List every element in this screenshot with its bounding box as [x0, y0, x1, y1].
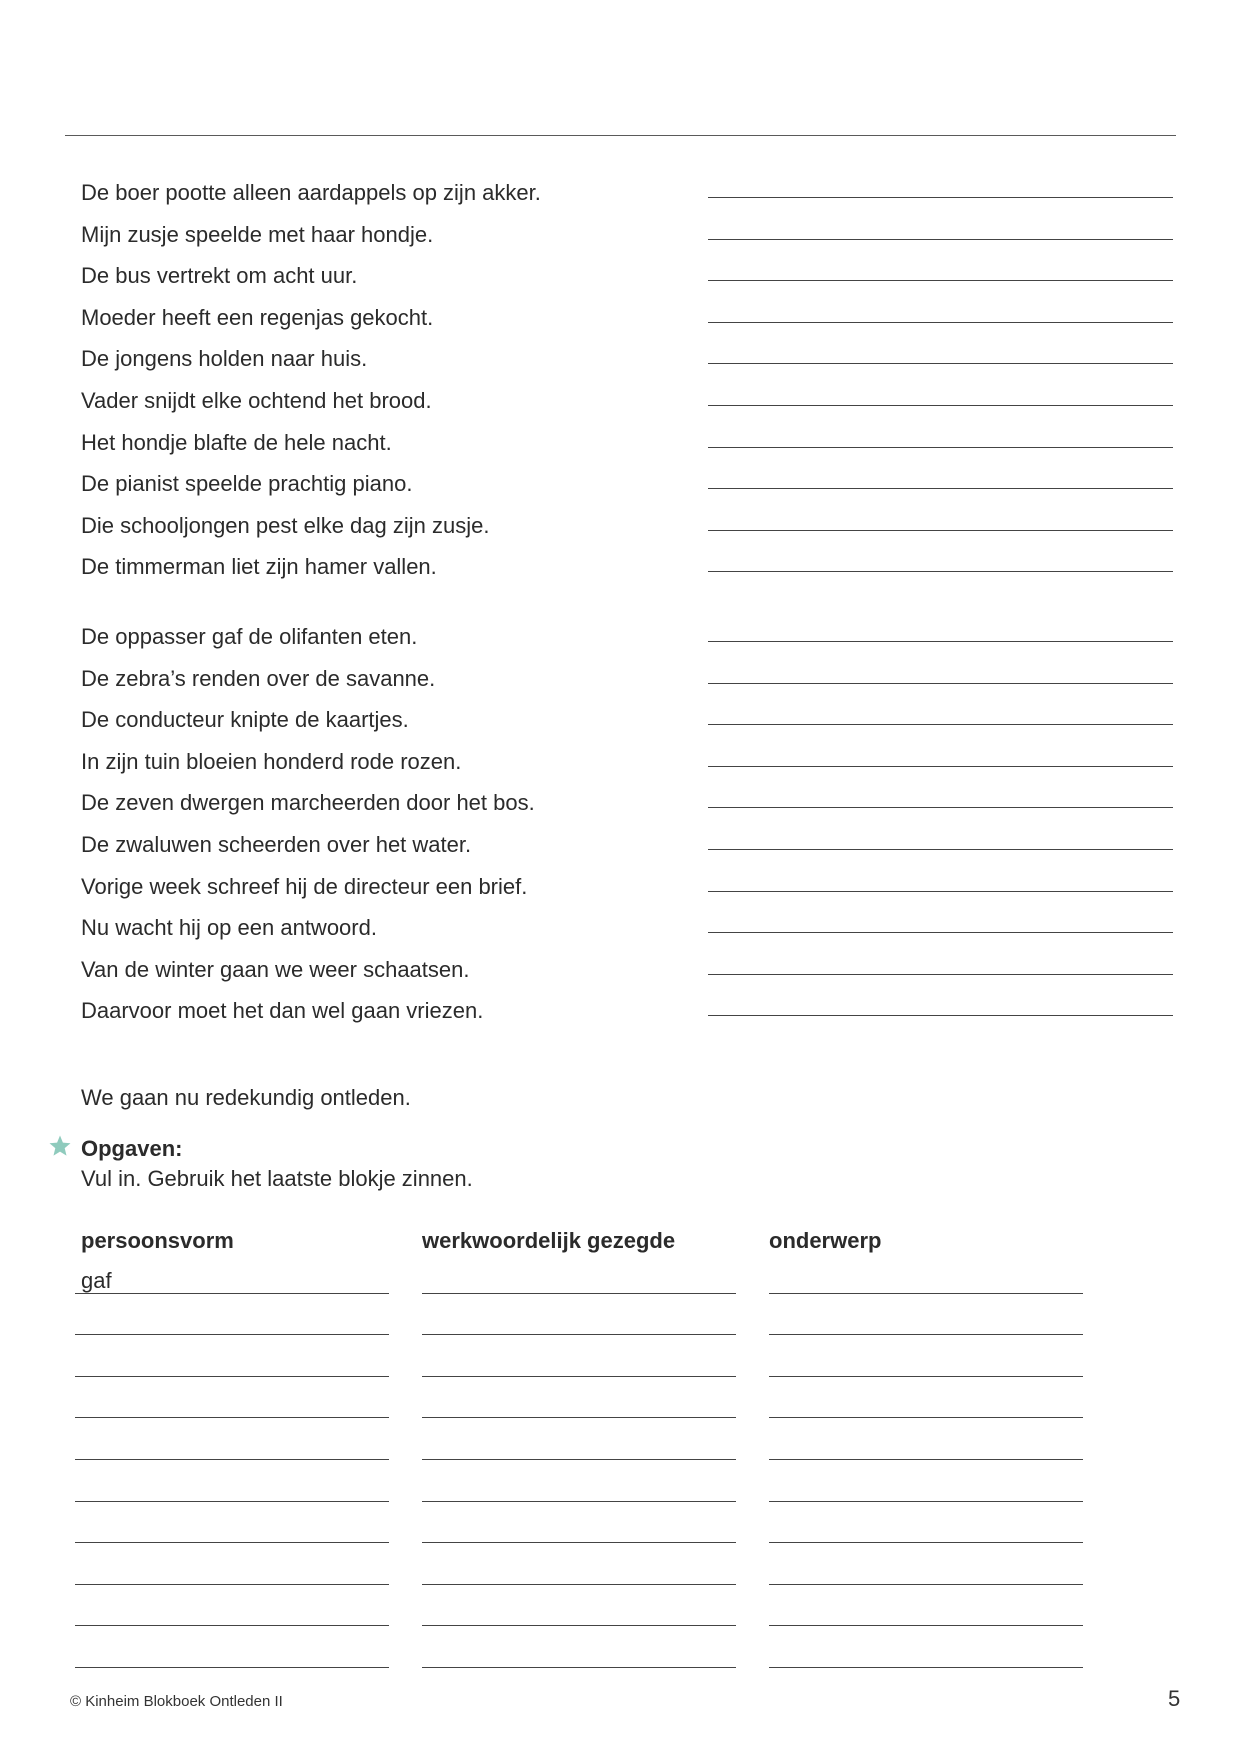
- sentence-row: [81, 870, 1173, 912]
- sentence-text: De conducteur knipte de kaartjes.: [81, 707, 409, 733]
- fill-row: [422, 1502, 736, 1544]
- sentence-text: In zijn tuin bloeien honderd rode rozen.: [81, 748, 462, 774]
- fill-row: [75, 1335, 389, 1377]
- sentence-text: De zwaluwen scheerden over het water.: [81, 831, 472, 857]
- answer-line[interactable]: [708, 488, 1173, 489]
- fill-row: [422, 1460, 736, 1502]
- sentence-row: [81, 994, 1173, 1036]
- sentence-text: De oppasser gaf de olifanten eten.: [81, 624, 418, 649]
- fill-row: [75, 1626, 389, 1668]
- answer-line[interactable]: [708, 447, 1173, 448]
- answer-line[interactable]: [708, 641, 1173, 642]
- fill-row: [769, 1335, 1083, 1377]
- sentence-row: [81, 911, 1173, 953]
- sentence-row: [81, 509, 1173, 551]
- fill-row: [422, 1543, 736, 1585]
- column-persoonsvorm: [75, 1252, 389, 1668]
- fill-row: [75, 1377, 389, 1419]
- fill-row: [75, 1252, 389, 1294]
- column-werkwoordelijk-gezegde: [422, 1252, 736, 1668]
- sentence-block-2: [81, 620, 1173, 1036]
- fill-row: [769, 1294, 1083, 1336]
- answer-line[interactable]: [708, 849, 1173, 850]
- sentence-text: De boer pootte alleen aardappels op zijn akker.: [81, 180, 541, 205]
- sentence-text: De bus vertrekt om acht uur.: [81, 263, 358, 289]
- sentence-text: Die schooljongen pest elke dag zijn zusje.: [81, 512, 490, 538]
- sentence-text: Mijn zusje speelde met haar hondje.: [81, 221, 434, 247]
- column-header-werkwoordelijk-gezegde: werkwoordelijk gezegde: [422, 1228, 676, 1253]
- sentence-row: [81, 259, 1173, 301]
- sentence-text: Van de winter gaan we weer schaatsen.: [81, 956, 470, 982]
- sentence-row: [81, 620, 1173, 662]
- fill-row: [75, 1502, 389, 1544]
- sentence-row: [81, 953, 1173, 995]
- fill-row: [769, 1418, 1083, 1460]
- fill-row: [75, 1294, 389, 1336]
- answer-line[interactable]: [708, 766, 1173, 767]
- fill-row: [769, 1502, 1083, 1544]
- answer-line[interactable]: [708, 1015, 1173, 1016]
- answer-line[interactable]: [708, 571, 1173, 572]
- fill-row: [769, 1377, 1083, 1419]
- column-header-persoonsvorm: persoonsvorm: [81, 1228, 234, 1253]
- sentence-text: De zeven dwergen marcheerden door het bos.: [81, 790, 535, 816]
- sentence-row: [81, 342, 1173, 384]
- fill-row: [75, 1460, 389, 1502]
- answer-line[interactable]: [708, 239, 1173, 240]
- fill-row: [769, 1543, 1083, 1585]
- sentence-row: [81, 301, 1173, 343]
- sentence-text: De pianist speelde prachtig piano.: [81, 471, 413, 497]
- copyright-footer: © Kinheim Blokboek Ontleden II: [70, 1693, 283, 1710]
- sentence-text: Vader snijdt elke ochtend het brood.: [81, 387, 432, 413]
- fill-line[interactable]: [769, 1667, 1083, 1668]
- star-icon: [48, 1134, 72, 1158]
- answer-line[interactable]: [708, 724, 1173, 725]
- sentence-row: [81, 176, 1173, 218]
- sentence-row: [81, 218, 1173, 260]
- sentence-row: [81, 384, 1173, 426]
- sentence-row: [81, 828, 1173, 870]
- answer-line[interactable]: [708, 932, 1173, 933]
- answer-line[interactable]: [708, 807, 1173, 808]
- sentence-text: De zebra’s renden over de savanne.: [81, 665, 436, 691]
- page-number: 5: [1168, 1686, 1181, 1711]
- sentence-row: [81, 426, 1173, 468]
- top-rule: [65, 135, 1176, 136]
- fill-row: [422, 1294, 736, 1336]
- sentence-text: Daarvoor moet het dan wel gaan vriezen.: [81, 998, 484, 1024]
- sentence-text: Nu wacht hij op een antwoord.: [81, 915, 377, 941]
- fill-row: [422, 1585, 736, 1627]
- sentence-row: [81, 786, 1173, 828]
- column-onderwerp: [769, 1252, 1083, 1668]
- fill-row: [769, 1460, 1083, 1502]
- fill-row: [422, 1418, 736, 1460]
- sentence-row: [81, 467, 1173, 509]
- answer-line[interactable]: [708, 405, 1173, 406]
- fill-row: [769, 1585, 1083, 1627]
- fill-row: [769, 1626, 1083, 1668]
- fill-row: [422, 1377, 736, 1419]
- sentence-text: Vorige week schreef hij de directeur een brief.: [81, 873, 528, 899]
- exercise-heading: Opgaven:: [81, 1136, 183, 1161]
- fill-row: [769, 1252, 1083, 1294]
- sentence-text: Moeder heeft een regenjas gekocht.: [81, 304, 434, 330]
- sentence-row: [81, 745, 1173, 787]
- answer-line[interactable]: [708, 322, 1173, 323]
- answer-line[interactable]: [708, 974, 1173, 975]
- fill-line[interactable]: [75, 1667, 389, 1668]
- answer-line[interactable]: [708, 197, 1173, 198]
- fill-row: [75, 1418, 389, 1460]
- answer-line[interactable]: [708, 363, 1173, 364]
- fill-row: [75, 1543, 389, 1585]
- sentence-text: De timmerman liet zijn hamer vallen.: [81, 554, 437, 580]
- sentence-row: [81, 550, 1173, 592]
- fill-row: [75, 1585, 389, 1627]
- answer-line[interactable]: [708, 891, 1173, 892]
- column-header-onderwerp: onderwerp: [769, 1228, 882, 1253]
- sentence-text: De jongens holden naar huis.: [81, 346, 368, 372]
- sentence-row: [81, 703, 1173, 745]
- answer-line[interactable]: [708, 530, 1173, 531]
- exercise-instruction: Vul in. Gebruik het laatste blokje zinnen.: [81, 1166, 473, 1191]
- fill-line[interactable]: [422, 1667, 736, 1668]
- answer-line[interactable]: [708, 683, 1173, 684]
- sentence-text: Het hondje blafte de hele nacht.: [81, 429, 392, 455]
- example-answer: gaf: [81, 1267, 112, 1293]
- fill-row: [422, 1335, 736, 1377]
- intro-text: We gaan nu redekundig ontleden.: [81, 1085, 411, 1110]
- sentence-block-1: [81, 176, 1173, 592]
- sentence-row: [81, 662, 1173, 704]
- answer-line[interactable]: [708, 280, 1173, 281]
- fill-row: [422, 1626, 736, 1668]
- fill-row: [422, 1252, 736, 1294]
